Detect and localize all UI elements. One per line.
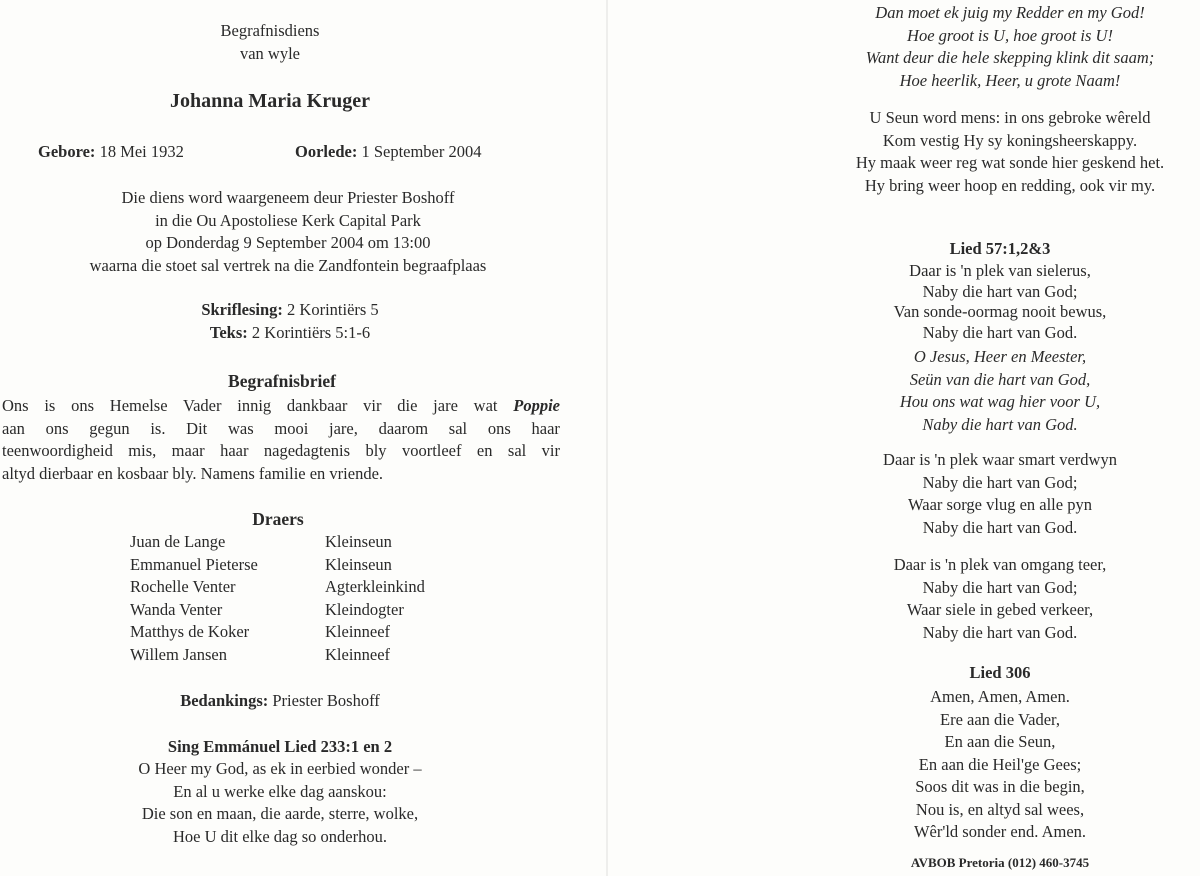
verse-line: Naby die hart van God. bbox=[922, 414, 1078, 434]
verse-line: Amen, Amen, Amen. bbox=[930, 687, 1070, 706]
hymn-line: Die son en maan, die aarde, sterre, wolke, bbox=[141, 804, 419, 823]
verse-line: Want deur die hele skepping klink dit saam; bbox=[865, 48, 1155, 67]
bearer-name: Matthys de Koker bbox=[130, 622, 250, 641]
lied57-verse-3 bbox=[810, 554, 1190, 644]
reading-value: 2 Korintiërs 5 bbox=[287, 300, 379, 319]
word: mooi bbox=[274, 418, 309, 438]
verse-line: O Jesus, Heer en Meester, bbox=[913, 347, 1087, 366]
bearer-relation: Kleinseun bbox=[325, 554, 392, 574]
hymn-line: Hoe U dit elke dag so onderhou. bbox=[173, 826, 387, 846]
reading-label: Skriflesing: bbox=[201, 300, 283, 319]
service-line: op Donderdag 9 September 2004 om 13:00 bbox=[145, 233, 431, 252]
died-label: Oorlede: bbox=[295, 142, 358, 161]
text-line bbox=[0, 322, 590, 345]
verse-line: Naby die hart van God. bbox=[922, 622, 1078, 642]
bearer-relation: Kleinneef bbox=[325, 622, 391, 641]
word: ons bbox=[45, 418, 69, 438]
service-details bbox=[0, 187, 588, 277]
bearer-relation: Kleindogter bbox=[325, 599, 404, 619]
word: haar bbox=[531, 418, 560, 438]
verse-line: Wêr'ld sonder end. Amen. bbox=[913, 822, 1087, 841]
born-value: 18 Mei 1932 bbox=[99, 142, 184, 161]
bearer-relation: Kleinseun bbox=[325, 532, 392, 551]
born-date bbox=[38, 141, 184, 164]
verse-line: Van sonde-oormag nooit bewus, bbox=[893, 302, 1107, 321]
lied57-verse-2 bbox=[810, 449, 1190, 539]
nickname: Poppie bbox=[513, 396, 560, 415]
lied306-title: Lied 306 bbox=[969, 663, 1031, 682]
lied57-chorus bbox=[810, 346, 1190, 436]
bearer-row bbox=[130, 531, 425, 554]
word: sal bbox=[448, 418, 468, 438]
verse-line: Naby die hart van God. bbox=[922, 322, 1078, 342]
service-line: waarna die stoet sal vertrek na die Zandfontein begraafplaas bbox=[89, 255, 487, 275]
bearer-row bbox=[130, 621, 425, 644]
intro bbox=[0, 20, 570, 65]
hymn-title: Sing Emmánuel Lied 233:1 en 2 bbox=[167, 737, 393, 756]
verse-line: Naby die hart van God; bbox=[922, 472, 1078, 492]
hymn-line: En al u werke elke dag aanskou: bbox=[173, 781, 387, 801]
word: jare, bbox=[329, 418, 358, 438]
verse-line: Hy bring weer hoop en redding, ook vir my. bbox=[864, 175, 1156, 195]
word: ons bbox=[487, 418, 511, 438]
bearer-name: Rochelle Venter bbox=[130, 577, 236, 596]
verse-line: Soos dit was in die begin, bbox=[915, 777, 1085, 796]
verse-line: Dan moet ek juig my Redder en my God! bbox=[875, 3, 1145, 22]
verse-line: Waar siele in gebed verkeer, bbox=[906, 600, 1094, 619]
bearer-row bbox=[130, 599, 425, 622]
thanks-value: Priester Boshoff bbox=[272, 691, 380, 710]
verse-line: Seün van die hart van God, bbox=[909, 369, 1091, 389]
verse-line: Waar sorge vlug en alle pyn bbox=[908, 495, 1092, 514]
verse-line: Daar is 'n plek van omgang teer, bbox=[893, 555, 1107, 574]
verse-line: U Seun word mens: in ons gebroke wêreld bbox=[869, 108, 1151, 127]
bearers-title: Draers bbox=[252, 509, 304, 529]
letter-line: teenwoordigheid mis, maar haar nagedagtenis bly voortleef en sal vir bbox=[2, 441, 560, 460]
deceased-name: Johanna Maria Kruger bbox=[170, 90, 370, 112]
verse-line: Nou is, en altyd sal wees, bbox=[915, 799, 1085, 819]
verse-line: Naby die hart van God; bbox=[922, 281, 1078, 301]
verse-line: Ere aan die Vader, bbox=[940, 709, 1060, 729]
died-date bbox=[295, 141, 482, 164]
letter-text: Ons is ons Hemelse Vader innig dankbaar vir die jare wat bbox=[2, 396, 514, 415]
verse-2 bbox=[820, 107, 1200, 197]
bearer-name: Juan de Lange bbox=[130, 532, 226, 551]
scripture bbox=[0, 299, 590, 344]
verse-line: Daar is 'n plek waar smart verdwyn bbox=[883, 450, 1117, 469]
verse-line: En aan die Heil'ge Gees; bbox=[918, 754, 1082, 774]
verse-line: Daar is 'n plek van sielerus, bbox=[909, 261, 1091, 280]
page-fold bbox=[606, 0, 608, 876]
thanks-label: Bedankings: bbox=[180, 691, 269, 710]
bearer-relation: Agterkleinkind bbox=[325, 577, 425, 596]
bearer-relation: Kleinneef bbox=[325, 644, 391, 664]
letter-line bbox=[2, 395, 560, 418]
chorus bbox=[820, 2, 1200, 92]
hymn-line: O Heer my God, as ek in eerbied wonder – bbox=[138, 759, 422, 778]
verse-line: Hoe groot is U, hoe groot is U! bbox=[907, 25, 1113, 45]
reading-line bbox=[0, 299, 590, 322]
hymn-verse bbox=[0, 758, 580, 848]
word: is. bbox=[150, 418, 166, 438]
bearer-row bbox=[130, 644, 425, 667]
verse-line: Kom vestig Hy sy koningsheerskappy. bbox=[882, 130, 1138, 150]
service-line: Die diens word waargeneem deur Priester Boshoff bbox=[121, 188, 455, 207]
text-label: Teks: bbox=[209, 322, 248, 342]
bearer-row bbox=[130, 576, 425, 599]
lied57-title: Lied 57:1,2&3 bbox=[949, 239, 1051, 258]
word: was bbox=[227, 418, 254, 438]
bearers-table bbox=[130, 531, 425, 666]
text-value: 2 Korintiërs 5:1-6 bbox=[251, 322, 371, 342]
verse-line: Naby die hart van God. bbox=[922, 517, 1078, 537]
letter-line: altyd dierbaar en kosbaar bly. Namens familie en vriende. bbox=[2, 463, 384, 483]
word: aan bbox=[2, 418, 25, 438]
thanks bbox=[0, 690, 580, 713]
word: daarom bbox=[378, 418, 429, 438]
verse-line: En aan die Seun, bbox=[944, 732, 1056, 751]
word: Dit bbox=[186, 418, 208, 438]
lied306 bbox=[810, 686, 1190, 844]
verse-line: Hoe heerlik, Heer, u grote Naam! bbox=[899, 70, 1121, 90]
letter-body bbox=[2, 395, 560, 485]
service-line: in die Ou Apostoliese Kerk Capital Park bbox=[155, 210, 421, 230]
letter-title: Begrafnisbrief bbox=[228, 371, 336, 391]
bearer-name: Emmanuel Pieterse bbox=[130, 554, 258, 574]
verse-line: Hou ons wat wag hier voor U, bbox=[899, 392, 1101, 411]
intro-line: Begrafnisdiens bbox=[220, 21, 320, 40]
footer-undertaker: AVBOB Pretoria (012) 460-3745 bbox=[910, 855, 1090, 870]
verse-line: Hy maak weer reg wat sonde hier geskend het. bbox=[855, 153, 1165, 172]
letter-line bbox=[2, 418, 560, 441]
bearer-row bbox=[130, 554, 425, 577]
verse-line: Naby die hart van God; bbox=[922, 577, 1078, 597]
born-label: Gebore: bbox=[38, 142, 96, 161]
word: gegun bbox=[89, 418, 130, 438]
died-value: 1 September 2004 bbox=[361, 142, 482, 161]
bearer-name: Wanda Venter bbox=[130, 599, 223, 619]
lied57-verse-1 bbox=[810, 261, 1190, 343]
intro-line: van wyle bbox=[239, 43, 301, 63]
bearer-name: Willem Jansen bbox=[130, 644, 227, 664]
